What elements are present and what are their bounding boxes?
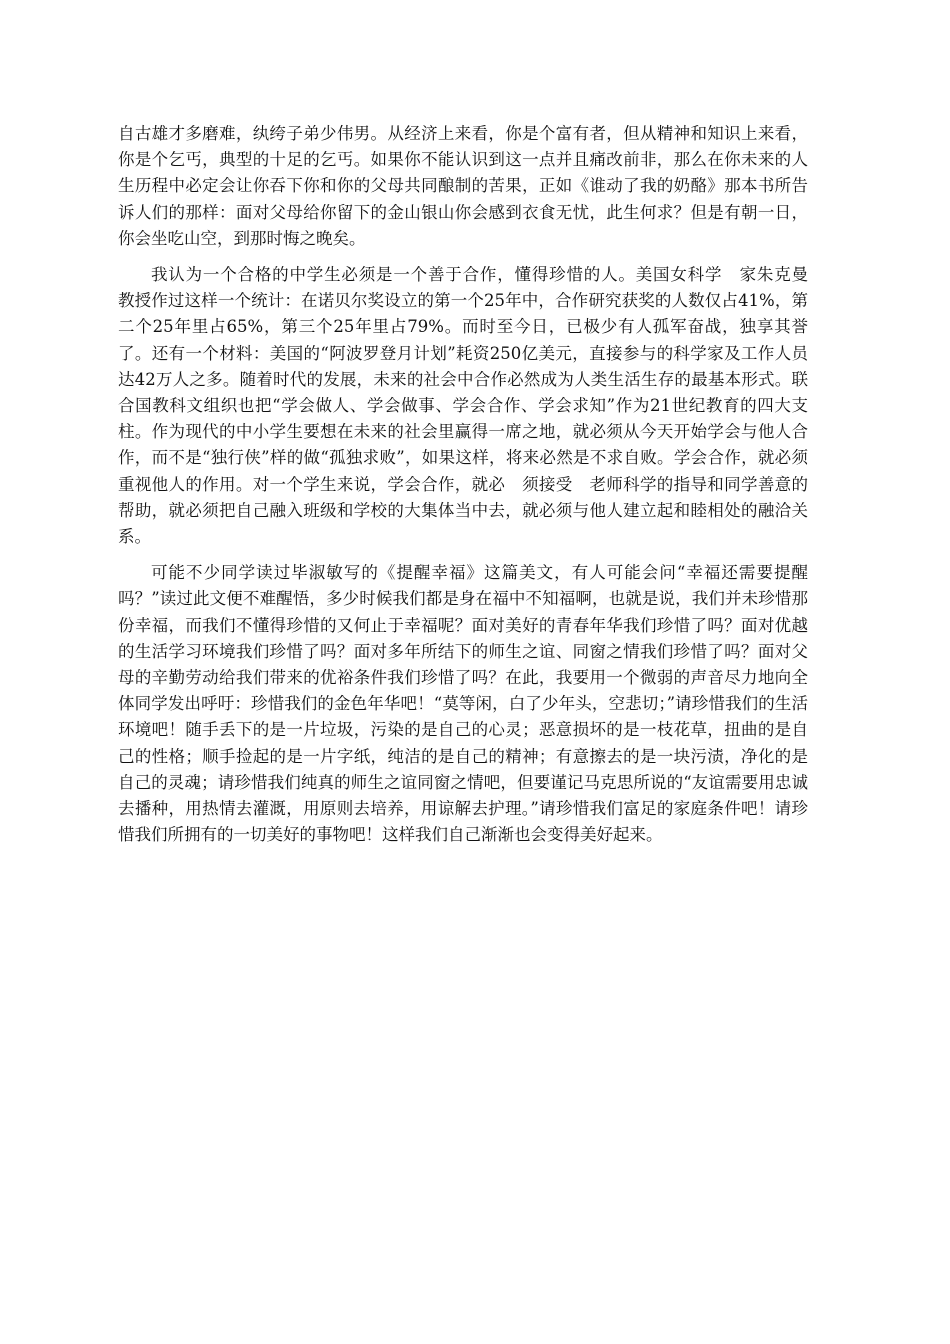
paragraph-1: 自古雄才多磨难，纨绔子弟少伟男。从经济上来看，你是个富有者，但从精神和知识上来看，你是个乞丐，典型的十足的乞丐。如果你不能认识到这一点并且痛改前非，那么在你未来的人生历程中必定会让你吞下你和你的父母共同酿制的苦果，正如《谁动了我的奶酪》那本书所告诉人们的那样：面对父母给你留下的金山银山你会感到衣食无忧，此生何求？但是有朝一日，你会坐吃山空，到那时悔之晚矣。 — [118, 124, 808, 248]
document-body — [118, 121, 825, 848]
paragraph-3: 可能不少同学读过毕淑敏写的《提醒幸福》这篇美文，有人可能会问“幸福还需要提醒吗？”读过此文便不难醒悟，多少时候我们都是身在福中不知福啊，也就是说，我们并未珍惜那份幸福，而我们不懂得珍惜的又何止于幸福呢？面对美好的青春年华我们珍惜了吗？面对优越的生活学习环境我们珍惜了吗？面对多年所结下的师生之谊、同窗之情我们珍惜了吗？面对父母的辛勤劳动给我们带来的优裕条件我们珍惜了吗？在此，我要用一个微弱的声音尽力地向全体同学发出呼吁：珍惜我们的金色年华吧！“莫等闲，白了少年头，空悲切；”请珍惜我们的生活环境吧！随手丢下的是一片垃圾，污染的是自己的心灵；恶意损坏的是一枝花草，扭曲的是自己的性格；顺手捡起的是一片字纸，纯洁的是自己的精神；有意擦去的是一块污渍，净化的是自己的灵魂；请珍惜我们纯真的师生之谊同窗之情吧，但要谨记马克思所说的“友谊需要用忠诚去播种，用热情去灌溉，用原则去培养，用谅解去护理。”请珍惜我们富足的家庭条件吧！请珍惜我们所拥有的一切美好的事物吧！这样我们自己渐渐也会变得美好起来。 — [118, 563, 808, 845]
paragraph-2: 我认为一个合格的中学生必须是一个善于合作，懂得珍惜的人。美国女科学 家朱克曼 教授作过这样一个统计：在诺贝尔奖设立的第一个25年中，合作研究获奖的人数仅占41%，第二个25年里占65%，第三个25年里占79%。而时至今日，已极少有人孤军奋战，独享其誉了。还有一个材料：美国的“阿波罗登月计划”耗资250亿美元，直接参与的科学家及工作人员达42万人之多。随着时代的发展，未来的社会中合作必然成为人类生活生存的最基本形式。联合国教科文组织也把“学会做人、学会做事、学会合作、学会求知”作为21世纪教育的四大支柱。作为现代的中小学生要想在未来的社会里赢得一席之地，就必须从今天开始学会与他人合作，而不是“独行侠”样的做“孤独求败”，如果这样，将来必然是不求自败。学会合作，就必须重视他人的作用。对一个学生来说，学会合作，就必 须接受 老师科学的指导和同学善意的帮助，就必须把自己融入班级和学校的大集体当中去，就必须与他人建立起和睦相处的融洽关系。 — [118, 265, 825, 547]
